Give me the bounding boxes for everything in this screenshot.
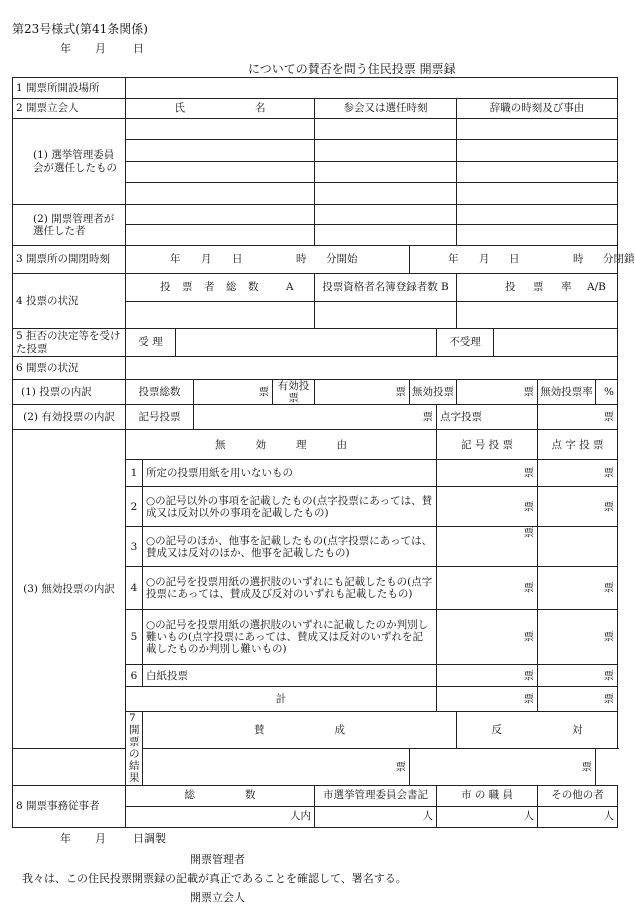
label-manager-appointed: (2) 開票管理者が選任した者 [13,205,126,246]
row-witnesses-header [13,99,618,119]
braille-votes-field[interactable]: 票 [538,405,618,430]
braille-count-field[interactable]: 票 [538,665,618,687]
row-open-close-time [13,246,618,274]
col-join-time: 参会又は選任時刻 [315,99,457,119]
witness-time-field[interactable] [315,183,457,205]
other-staff-field[interactable]: 人 [538,806,618,827]
row-invalid-header [13,430,618,460]
date-day: 日 [133,42,144,55]
reason-text: ○の記号のほか、他事を記載したもの(点字投票にあっては、賛成又は反対のほか、他事を記載したもの) [143,527,437,567]
witness-time-field[interactable] [315,162,457,183]
row-voting-status-header [13,274,618,302]
witness-resign-field[interactable] [457,225,618,246]
page-title: についての賛否を問う住民投票 開票録 [248,62,456,76]
invalid-votes-label: 無効投票 [410,380,457,405]
witness-signature-label: 開票立会人 [190,891,245,904]
label-election-committee: (1) 選挙管理委員会が選任したもの [13,119,126,205]
symbol-count-field[interactable]: 票 [437,610,538,665]
invalid-rate-field[interactable]: % [596,380,618,405]
row-count-status [13,357,618,380]
braille-votes-label: 点字投票 [437,405,538,430]
form-number: 第23号様式(第41条関係) [12,22,148,36]
reason-number: 1 [126,460,143,487]
closing-time-field[interactable]: 年 月 日 時 分閉鎖 [410,246,618,274]
total-votes-label: 投票総数 [126,380,194,405]
reason-text: 白紙投票 [143,665,437,687]
col-other-staff: その他の者 [538,785,618,806]
opening-time-field[interactable]: 年 月 日 時 分開始 [126,246,410,274]
reason-text: ○の記号以外の事項を記載したもの(点字投票にあっては、賛成又は反対以外の事項を記載したもの) [143,487,437,527]
witness-resign-field[interactable] [457,183,618,205]
date-year: 年 [60,42,71,55]
accepted-label: 受 理 [126,329,176,357]
certification-statement: 我々は、この住民投票開票録の記載が真正であることを確認して、署名する。 [22,872,407,885]
symbol-votes-label: 記号投票 [126,405,194,430]
invalid-total-label: 計 [126,687,437,712]
city-staff-field[interactable]: 人 [437,806,538,827]
reason-text: 所定の投票用紙を用いないもの [143,460,437,487]
made-year: 年 [60,832,71,845]
reason-number: 3 [126,527,143,567]
witness-name-field[interactable] [126,162,315,183]
row-manager-appointed-1 [13,205,618,225]
witness-resign-field[interactable] [457,205,618,225]
invalid-rate-label: 無効投票率 [538,380,596,405]
symbol-count-field[interactable]: 票 [437,460,538,487]
witness-name-field[interactable] [126,205,315,225]
reason-number: 4 [126,567,143,610]
label-invalid-breakdown: (3) 無効投票の内訳 [13,430,126,749]
witness-resign-field[interactable] [457,140,618,162]
col-eligible-voters: 投票資格者名簿登録者数 B [315,274,457,302]
reason-text: ○の記号を投票用紙の選択肢のいずれにも記載したもの(点字投票にあっては、賛成及び反対のいずれも記載したもの) [143,567,437,610]
label-vote-breakdown: (1) 投票の内訳 [13,380,126,405]
valid-votes-field[interactable]: 票 [315,380,410,405]
label-voting-status: 4 投票の状況 [13,274,126,329]
witness-time-field[interactable] [315,205,457,225]
rejected-label: 不受理 [437,329,494,357]
col-secretary: 市選挙管理委員会書記 [315,785,437,806]
col-resignation: 辞職の時刻及び事由 [457,99,618,119]
braille-count-field[interactable]: 票 [538,460,618,487]
braille-count-field[interactable] [538,527,618,567]
secretary-field[interactable]: 人 [315,806,437,827]
row-election-committee-1 [13,119,618,140]
opening-place-field[interactable] [126,78,618,99]
reason-number: 5 [126,610,143,665]
symbol-count-field[interactable]: 票 [437,567,538,610]
braille-count-field[interactable]: 票 [538,487,618,527]
valid-votes-label: 有効投票 [273,380,315,405]
col-no: 反 対 [457,712,618,749]
col-total-voters: 投 票 者 総 数 A [126,274,315,302]
manager-signature-label: 開票管理者 [190,853,245,866]
col-braille-votes: 点 字 投 票 [538,430,618,460]
invalid-votes-field[interactable]: 票 [457,380,538,405]
label-open-close-time: 3 開票所の開閉時刻 [13,246,126,274]
witness-time-field[interactable] [315,140,457,162]
no-votes-field[interactable]: 票 [410,748,596,785]
witness-name-field[interactable] [126,225,315,246]
row-rejected-votes [13,329,618,357]
row-staff-header [13,785,618,806]
reason-number: 6 [126,665,143,687]
col-yes: 賛 成 [143,712,457,749]
label-staff: 8 開票事務従事者 [13,785,126,827]
symbol-votes-field[interactable]: 票 [194,405,437,430]
turnout-field[interactable] [457,302,618,329]
label-rejected-votes: 5 拒否の決定等を受けた投票 [13,329,126,357]
yes-votes-field[interactable]: 票 [13,748,410,785]
col-city-staff: 市 の 職 員 [437,785,538,806]
invalid-total-braille-field[interactable]: 票 [538,687,618,712]
label-count-status: 6 開票の状況 [13,357,126,380]
witness-time-field[interactable] [315,225,457,246]
label-count-result: 7 開票の結果 [126,712,143,785]
braille-count-field[interactable]: 票 [538,567,618,610]
row-count-result-values [13,748,618,785]
staff-total-field[interactable]: 人内 [126,806,315,827]
date-month: 月 [95,42,106,55]
symbol-count-field[interactable]: 票 [437,665,538,687]
witness-resign-field[interactable] [457,162,618,183]
braille-count-field[interactable]: 票 [538,610,618,665]
total-votes-field[interactable]: 票 [194,380,273,405]
made-month: 月 [95,832,106,845]
col-symbol-votes: 記 号 投 票 [437,430,538,460]
col-invalid-reason: 無 効 理 由 [126,430,437,460]
reason-number: 2 [126,487,143,527]
eligible-voters-field[interactable] [315,302,457,329]
col-turnout: 投 票 率 A/B [457,274,618,302]
symbol-count-field[interactable]: 票 [437,487,538,527]
row-valid-breakdown [13,405,618,430]
row-opening-place [13,78,618,99]
invalid-total-symbol-field[interactable]: 票 [437,687,538,712]
reason-text: ○の記号を投票用紙の選択肢のいずれに記載したのか判別し難いもの(点字投票にあっては、賛成又は反対のいずれを記載したものか判別し難いもの) [143,610,437,665]
witness-name-field[interactable] [126,183,315,205]
witness-name-field[interactable] [126,140,315,162]
col-name: 氏 名 [126,99,315,119]
made-day: 日調製 [133,832,166,845]
witness-time-field[interactable] [315,119,457,140]
symbol-count-field[interactable]: 票 [437,527,538,567]
col-staff-total: 総 数 [126,785,315,806]
label-opening-place: 1 開票所開設場所 [13,78,126,99]
label-witnesses: 2 開票立会人 [13,99,126,119]
count-record-table [12,77,635,828]
total-voters-field[interactable] [126,302,315,329]
label-valid-breakdown: (2) 有効投票の内訳 [13,405,126,430]
rejected-field[interactable] [494,329,618,357]
witness-name-field[interactable] [126,119,315,140]
row-vote-breakdown [13,380,618,405]
count-status-field[interactable] [126,357,618,380]
witness-resign-field[interactable] [457,119,618,140]
accepted-field[interactable] [176,329,437,357]
